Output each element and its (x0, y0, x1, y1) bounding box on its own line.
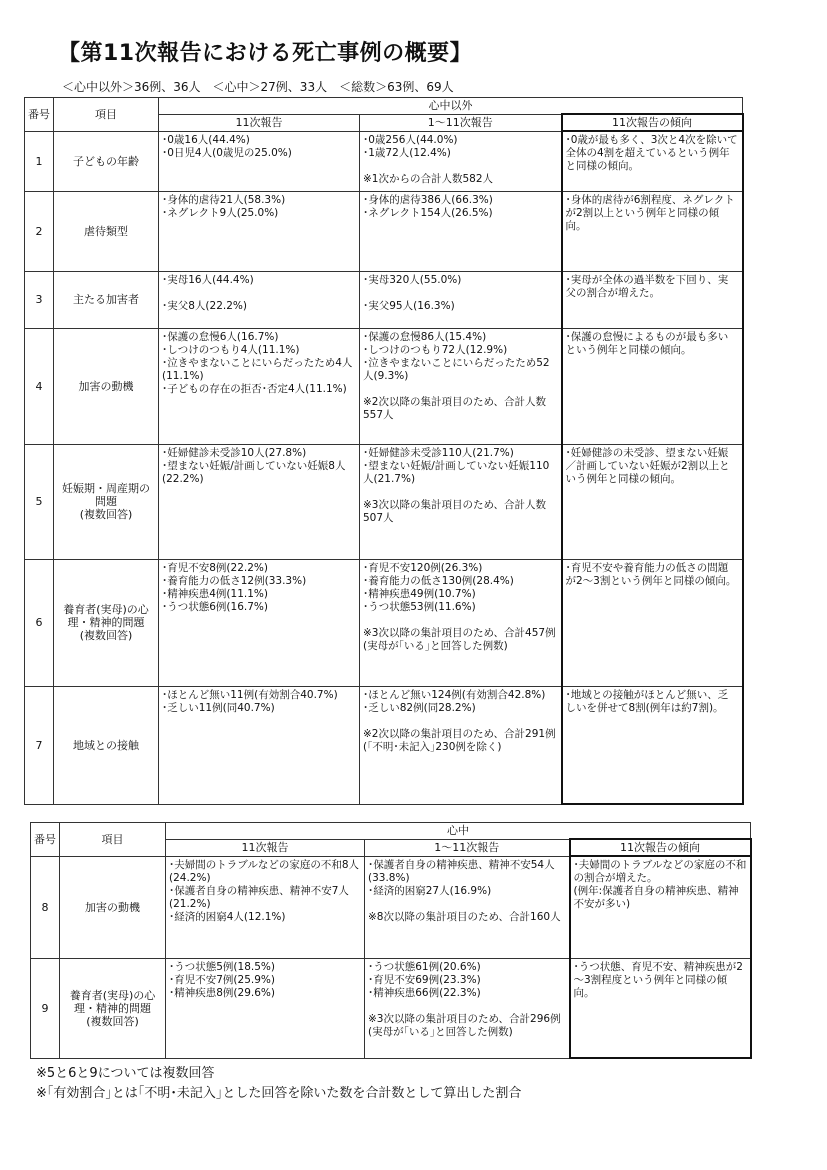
cell-1to11: ･ほとんど無い124例(有効割合42.8%) ･乏しい82例(同28.2%) ※2次以降の集計項目のため、合計291例 (｢不明･未記入｣230例を除く) (360, 686, 562, 804)
cell-11th: ･夫婦間のトラブルなどの家庭の不和8人(24.2%) ･保護者自身の精神疾患、精神不安7人(21.2%) ･経済的困窮4人(12.1%) (166, 856, 365, 958)
cell-1to11: ･実母320人(55.0%) ･実父95人(16.3%) (360, 271, 562, 328)
table-row (25, 271, 743, 328)
table-row (31, 958, 751, 1058)
cell-trend: ･夫婦間のトラブルなどの家庭の不和の割合が増えた。 (例年:保護者自身の精神疾患、精神不安が多い) (570, 856, 751, 958)
row-number: 2 (25, 191, 54, 271)
header-item: 項目 (60, 823, 166, 857)
header-item: 項目 (54, 98, 159, 132)
footnotes (36, 1064, 521, 1104)
table-row (25, 686, 743, 804)
header-group: 心中以外 (159, 98, 743, 115)
cell-trend: ･妊婦健診の未受診、望まない妊娠／計画していない妊娠が2割以上という例年と同様の傾向。 (562, 444, 743, 559)
cell-1to11: ･育児不安120例(26.3%) ･養育能力の低さ130例(28.4%) ･精神疾患49例(10.7%) ･うつ状態53例(11.6%) ※3次以降の集計項目のため、合計457例(実母が｢いる｣と回答した例数) (360, 559, 562, 686)
cell-1to11: ･0歳256人(44.0%) ･1歳72人(12.4%) ※1次からの合計人数582人 (360, 131, 562, 191)
header-1to11: 1～11次報告 (360, 114, 562, 131)
row-number: 7 (25, 686, 54, 804)
cell-11th: ･うつ状態5例(18.5%) ･育児不安7例(25.9%) ･精神疾患8例(29.6%) (166, 958, 365, 1058)
cell-1to11: ･妊婦健診未受診110人(21.7%) ･望まない妊娠/計画していない妊娠110人(21.7%) ※3次以降の集計項目のため、合計人数507人 (360, 444, 562, 559)
row-item: 養育者(実母)の心理・精神的問題 (複数回答) (60, 958, 166, 1058)
row-number: 3 (25, 271, 54, 328)
row-item: 養育者(実母)の心理・精神的問題 (複数回答) (54, 559, 159, 686)
cell-trend: ･実母が全体の過半数を下回り、実父の割合が増えた。 (562, 271, 743, 328)
header-number: 番号 (25, 98, 54, 132)
cell-trend: ･地域との接触がほとんど無い、乏しいを併せて8割(例年は約7割)。 (562, 686, 743, 804)
cell-trend: ･保護の怠慢によるものが最も多いという例年と同様の傾向。 (562, 328, 743, 444)
cell-1to11: ･うつ状態61例(20.6%) ･育児不安69例(23.3%) ･精神疾患66例(22.3%) ※3次以降の集計項目のため、合計296例(実母が｢いる｣と回答した例数) (365, 958, 570, 1058)
header-number: 番号 (31, 823, 60, 857)
cell-trend: ･育児不安や養育能力の低さの問題が2～3割という例年と同様の傾向。 (562, 559, 743, 686)
row-number: 9 (31, 958, 60, 1058)
row-item: 主たる加害者 (54, 271, 159, 328)
cell-11th: ･0歳16人(44.4%) ･0日児4人(0歳児の25.0%) (159, 131, 360, 191)
case-summary: ＜心中以外＞36例、36人 ＜心中＞27例、33人 ＜総数＞63例、69人 (62, 80, 454, 94)
table-row (25, 191, 743, 271)
cell-11th: ･保護の怠慢6人(16.7%) ･しつけのつもり4人(11.1%) ･泣きやまないことにいらだったため4人(11.1%) ･子どもの存在の拒否･否定4人(11.1%) (159, 328, 360, 444)
header-trend: 11次報告の傾向 (562, 114, 743, 131)
page-title: 【第11次報告における死亡事例の概要】 (58, 41, 473, 66)
table-row (31, 856, 751, 958)
cell-trend: ･0歳が最も多く、3次と4次を除いて全体の4割を超えているという例年と同様の傾向。 (562, 131, 743, 191)
header-11th: 11次報告 (159, 114, 360, 131)
row-number: 5 (25, 444, 54, 559)
table-row (25, 328, 743, 444)
cell-trend: ･身体的虐待が6割程度、ネグレクトが2割以上という例年と同様の傾向。 (562, 191, 743, 271)
row-item: 加害の動機 (60, 856, 166, 958)
cell-trend: ･うつ状態、育児不安、精神疾患が2～3割程度という例年と同様の傾向。 (570, 958, 751, 1058)
suicide-table (30, 822, 752, 1059)
cell-1to11: ･保護の怠慢86人(15.4%) ･しつけのつもり72人(12.9%) ･泣きやまないことにいらだったため52人(9.3%) ※2次以降の集計項目のため、合計人数557人 (360, 328, 562, 444)
cell-11th: ･妊婦健診未受診10人(27.8%) ･望まない妊娠/計画していない妊娠8人(22.2%) (159, 444, 360, 559)
header-group: 心中 (166, 823, 751, 840)
cell-11th: ･ほとんど無い11例(有効割合40.7%) ･乏しい11例(同40.7%) (159, 686, 360, 804)
row-item: 妊娠期・周産期の問題 (複数回答) (54, 444, 159, 559)
row-item: 虐待類型 (54, 191, 159, 271)
row-number: 8 (31, 856, 60, 958)
footnote: ※｢有効割合｣とは｢不明･未記入｣とした回答を除いた数を合計数として算出した割合 (36, 1086, 522, 1101)
footnote: ※5と6と9については複数回答 (36, 1066, 215, 1081)
row-number: 6 (25, 559, 54, 686)
cell-11th: ･育児不安8例(22.2%) ･養育能力の低さ12例(33.3%) ･精神疾患4例(11.1%) ･うつ状態6例(16.7%) (159, 559, 360, 686)
header-1to11: 1～11次報告 (365, 839, 570, 856)
row-number: 4 (25, 328, 54, 444)
row-item: 加害の動機 (54, 328, 159, 444)
header-11th: 11次報告 (166, 839, 365, 856)
table-row (25, 131, 743, 191)
header-trend: 11次報告の傾向 (570, 839, 751, 856)
non-suicide-table (24, 97, 744, 805)
row-item: 子どもの年齢 (54, 131, 159, 191)
cell-11th: ･実母16人(44.4%) ･実父8人(22.2%) (159, 271, 360, 328)
table-row (25, 444, 743, 559)
row-number: 1 (25, 131, 54, 191)
table-row (25, 559, 743, 686)
cell-1to11: ･身体的虐待386人(66.3%) ･ネグレクト154人(26.5%) (360, 191, 562, 271)
cell-11th: ･身体的虐待21人(58.3%) ･ネグレクト9人(25.0%) (159, 191, 360, 271)
row-item: 地域との接触 (54, 686, 159, 804)
cell-1to11: ･保護者自身の精神疾患、精神不安54人(33.8%) ･経済的困窮27人(16.9%) ※8次以降の集計項目のため、合計160人 (365, 856, 570, 958)
